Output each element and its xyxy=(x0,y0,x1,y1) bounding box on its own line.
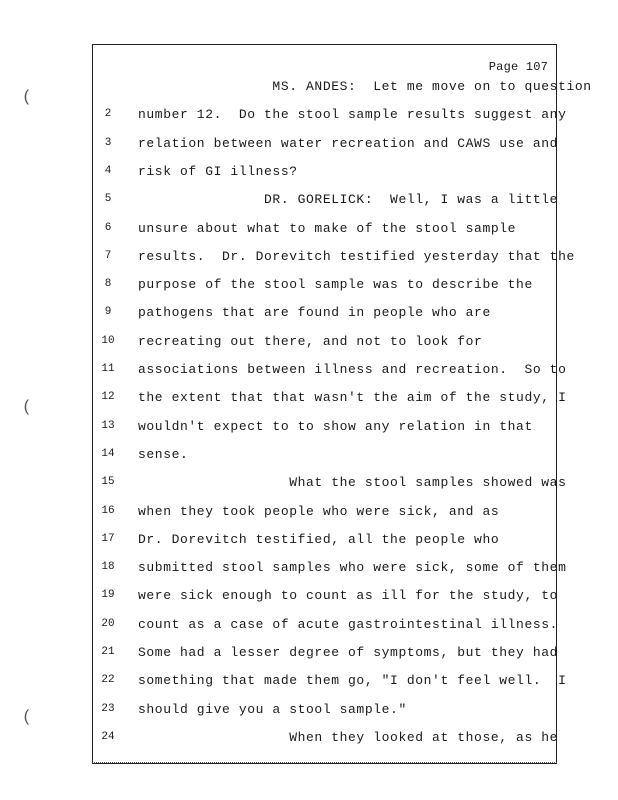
line-text: associations between illness and recreation. So to xyxy=(138,362,567,377)
page-number: Page 107 xyxy=(488,60,548,74)
line-number: 10 xyxy=(101,334,115,347)
line-text: When they looked at those, as he xyxy=(138,729,559,745)
line-number: 17 xyxy=(101,532,115,545)
line-number: 6 xyxy=(104,221,112,234)
line-number: 4 xyxy=(104,164,112,177)
transcript-line xyxy=(92,136,557,154)
transcript-line xyxy=(92,192,557,210)
line-number: 23 xyxy=(101,702,115,715)
transcript-line xyxy=(92,673,567,691)
line-number: 11 xyxy=(101,363,115,375)
transcript-line xyxy=(92,305,557,323)
transcript-line xyxy=(92,617,557,635)
line-number: 7 xyxy=(104,249,112,262)
line-number: 24 xyxy=(101,730,115,743)
line-number: 19 xyxy=(101,589,115,602)
line-number: 22 xyxy=(101,674,115,687)
line-number: 16 xyxy=(101,504,115,517)
transcript-line xyxy=(92,730,557,748)
transcript-line xyxy=(92,362,567,380)
line-number: 5 xyxy=(104,193,112,206)
transcript-line xyxy=(92,390,567,408)
line-number: 8 xyxy=(104,278,112,291)
transcript-line xyxy=(92,79,592,97)
line-text: recreating out there, and not to look for xyxy=(138,333,483,349)
line-number: 13 xyxy=(101,419,115,432)
line-text: relation between water recreation and CAWS use and xyxy=(138,135,559,151)
transcript-line xyxy=(92,475,567,493)
line-number: 20 xyxy=(101,617,115,630)
line-text: something that made them go, "I don't feel well. I xyxy=(138,673,567,689)
transcript-line xyxy=(92,702,557,720)
line-text: were sick enough to count as ill for the study, to xyxy=(138,588,559,604)
line-text: should give you a stool sample." xyxy=(138,701,407,717)
line-text: count as a case of acute gastrointestinal illness. xyxy=(138,616,559,632)
transcript-line xyxy=(92,277,557,295)
line-text: number 12. Do the stool sample results suggest any xyxy=(138,107,567,123)
transcript-line xyxy=(92,334,557,352)
line-number: 12 xyxy=(101,391,115,404)
transcript-line xyxy=(92,107,567,125)
transcript-line xyxy=(92,248,575,267)
transcript-line xyxy=(92,588,557,606)
line-number: 18 xyxy=(101,561,115,574)
line-text: the extent that that wasn't the aim of the study, I xyxy=(138,390,567,406)
line-text: purpose of the stool sample was to describe the xyxy=(138,277,533,293)
margin-punch-mark: ( xyxy=(22,708,32,726)
transcript-line xyxy=(92,164,557,182)
line-text: unsure about what to make of the stool sample xyxy=(138,220,517,236)
line-number: 3 xyxy=(104,136,112,149)
line-text: Dr. Dorevitch testified, all the people who xyxy=(138,531,500,547)
bottom-rule xyxy=(92,762,557,763)
line-text: sense. xyxy=(138,446,189,462)
line-number: 15 xyxy=(101,476,115,489)
line-number: 9 xyxy=(104,306,112,319)
line-text: submitted stool samples who were sick, some of them xyxy=(138,560,567,576)
line-number: 21 xyxy=(101,646,115,658)
transcript-line xyxy=(92,532,557,550)
margin-punch-mark: ( xyxy=(22,398,32,416)
line-text: What the stool samples showed was xyxy=(138,475,567,491)
transcript-line xyxy=(92,419,557,437)
line-text: DR. GORELICK: Well, I was a little xyxy=(138,192,559,208)
transcript-line xyxy=(92,447,557,465)
line-number: 2 xyxy=(104,108,112,121)
line-text: results. Dr. Dorevitch testified yesterday that the xyxy=(138,248,575,264)
line-text: Some had a lesser degree of symptoms, but they had xyxy=(138,645,559,660)
transcript-line xyxy=(92,504,557,522)
line-text: pathogens that are found in people who are xyxy=(138,305,491,321)
line-text: when they took people who were sick, and as xyxy=(138,503,500,519)
line-text: risk of GI illness? xyxy=(138,163,298,179)
line-text: wouldn't expect to to show any relation in that xyxy=(138,418,533,434)
line-number: 14 xyxy=(101,447,115,460)
transcript-line xyxy=(92,560,567,578)
transcript-line xyxy=(92,221,557,239)
transcript-line xyxy=(92,645,557,663)
line-text: MS. ANDES: Let me move on to question xyxy=(138,79,592,94)
margin-punch-mark: ( xyxy=(22,88,32,106)
